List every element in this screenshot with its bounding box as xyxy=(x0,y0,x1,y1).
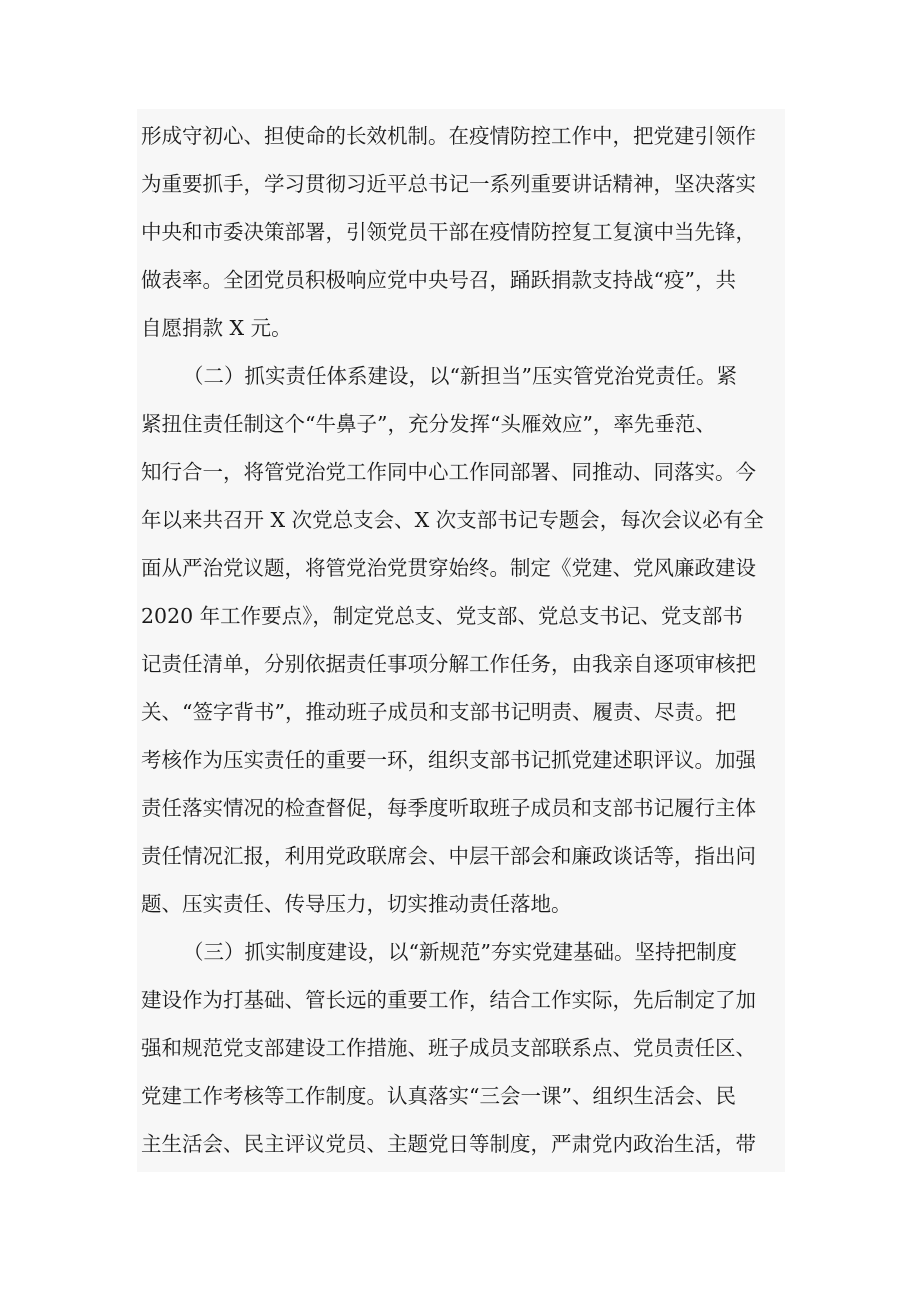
text-line: 为重要抓手，学习贯彻习近平总书记一系列重要讲话精神，坚决落实 xyxy=(141,172,756,196)
paragraph-start-line: （三）抓实制度建设，以“新规范”夯实党建基础。坚持把制度 xyxy=(183,940,737,964)
text-line: 党建工作考核等工作制度。认真落实“三会一课”、组织生活会、民 xyxy=(141,1084,736,1108)
text-line: 强和规范党支部建设工作措施、班子成员支部联系点、党员责任区、 xyxy=(141,1036,756,1060)
document-body xyxy=(137,109,785,1172)
text-line: 建设作为打基础、管长远的重要工作，结合工作实际，先后制定了加 xyxy=(141,988,756,1012)
text-line: 关、“签字背书”，推动班子成员和支部书记明责、履责、尽责。把 xyxy=(141,700,736,724)
text-line: 自愿捐款 X 元。 xyxy=(141,316,292,340)
text-line: 知行合一，将管党治党工作同中心工作同部署、同推动、同落实。今 xyxy=(141,460,756,484)
text-line: 责任情况汇报，利用党政联席会、中层干部会和廉政谈话等，指出问 xyxy=(141,844,756,868)
text-line: 中央和市委决策部署，引领党员干部在疫情防控复工复演中当先锋， xyxy=(141,220,756,244)
text-line: 2020 年工作要点》，制定党总支、党支部、党总支书记、党支部书 xyxy=(141,604,743,628)
text-line: 年以来共召开 X 次党总支会、X 次支部书记专题会，每次会议必有全 xyxy=(141,508,764,532)
text-line: 做表率。全团党员积极响应党中央号召，踊跃捐款支持战“疫”，共 xyxy=(141,268,736,292)
text-line: 主生活会、民主评议党员、主题党日等制度，严肃党内政治生活，带 xyxy=(141,1132,756,1156)
text-line: 面从严治党议题，将管党治党贯穿始终。制定《党建、党风廉政建设 xyxy=(141,556,756,580)
text-line: 紧扭住责任制这个“牛鼻子”，充分发挥“头雁效应”，率先垂范、 xyxy=(141,412,716,436)
text-line: 题、压实责任、传导压力，切实推动责任落地。 xyxy=(141,892,572,916)
text-line: 考核作为压实责任的重要一环，组织支部书记抓党建述职评议。加强 xyxy=(141,748,756,772)
text-line: 形成守初心、担使命的长效机制。在疫情防控工作中，把党建引领作 xyxy=(141,124,756,148)
text-line: 记责任清单，分别依据责任事项分解工作任务，由我亲自逐项审核把 xyxy=(141,652,756,676)
paragraph-start-line: （二）抓实责任体系建设，以“新担当”压实管党治党责任。紧 xyxy=(183,364,737,388)
text-line: 责任落实情况的检查督促，每季度听取班子成员和支部书记履行主体 xyxy=(141,796,756,820)
